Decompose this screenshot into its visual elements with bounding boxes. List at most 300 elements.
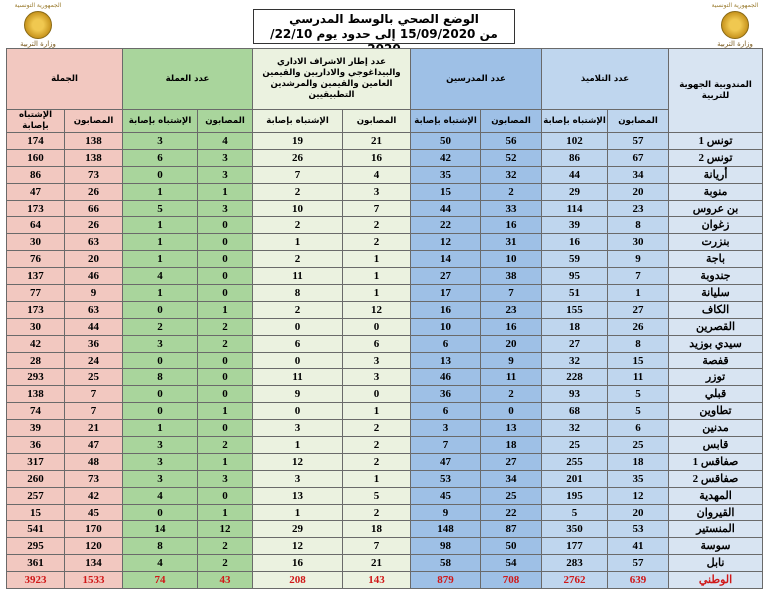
admin-suspected-cell: 9 xyxy=(253,386,343,403)
teachers-infected-cell: 32 xyxy=(481,166,542,183)
students-infected-cell: 8 xyxy=(608,217,669,234)
teachers-suspected-cell: 6 xyxy=(411,403,481,420)
students-infected-cell: 5 xyxy=(608,386,669,403)
students-infected-cell: 23 xyxy=(608,200,669,217)
students-infected-cell: 15 xyxy=(608,352,669,369)
total-infected-cell: 73 xyxy=(65,470,123,487)
admin-infected-cell: 1 xyxy=(343,403,411,420)
total-infected-cell: 45 xyxy=(65,504,123,521)
teachers-infected-cell: 38 xyxy=(481,268,542,285)
students-infected-cell: 30 xyxy=(608,234,669,251)
teachers-suspected-cell: 6 xyxy=(411,335,481,352)
admin-suspected-cell: 1 xyxy=(253,437,343,454)
table-row xyxy=(7,200,763,217)
sub-infected-header: المصابون xyxy=(608,110,669,133)
admin-suspected-cell: 29 xyxy=(253,521,343,538)
total-suspected-cell: 541 xyxy=(7,521,65,538)
workers-infected-cell: 0 xyxy=(198,386,253,403)
emblem-icon xyxy=(721,11,749,39)
admin-suspected-cell: 0 xyxy=(253,352,343,369)
ministry-logo-right xyxy=(705,2,765,52)
students-suspected-cell: 27 xyxy=(542,335,608,352)
table-row xyxy=(7,487,763,504)
workers-suspected-cell: 0 xyxy=(123,403,198,420)
admin-infected-cell: 3 xyxy=(343,352,411,369)
total-suspected-cell: 138 xyxy=(7,386,65,403)
teachers-infected-cell: 23 xyxy=(481,301,542,318)
region-cell: المنستير xyxy=(669,521,763,538)
col-total-header: الجملة xyxy=(7,49,123,110)
table-row xyxy=(7,504,763,521)
workers-suspected-cell: 4 xyxy=(123,555,198,572)
workers-infected-cell: 0 xyxy=(198,234,253,251)
workers-infected-cell: 1 xyxy=(198,453,253,470)
students-infected-cell: 57 xyxy=(608,555,669,572)
students-suspected-cell: 201 xyxy=(542,470,608,487)
teachers-infected-cell: 54 xyxy=(481,555,542,572)
students-suspected-cell: 68 xyxy=(542,403,608,420)
sub-suspected-header: الإشتباه بإصابة xyxy=(542,110,608,133)
teachers-suspected-cell: 10 xyxy=(411,318,481,335)
workers-suspected-cell: 0 xyxy=(123,504,198,521)
total-suspected-cell: 173 xyxy=(7,301,65,318)
region-cell: منوبة xyxy=(669,183,763,200)
teachers-infected-cell: 25 xyxy=(481,487,542,504)
total-suspected-cell: 86 xyxy=(7,166,65,183)
table-row xyxy=(7,183,763,200)
logo-top-text: الجمهورية التونسية xyxy=(14,2,62,9)
teachers-infected-cell: 22 xyxy=(481,504,542,521)
total-infected-cell: 20 xyxy=(65,251,123,268)
workers-suspected-cell: 74 xyxy=(123,572,198,589)
admin-suspected-cell: 7 xyxy=(253,166,343,183)
admin-suspected-cell: 10 xyxy=(253,200,343,217)
teachers-suspected-cell: 15 xyxy=(411,183,481,200)
table-body xyxy=(7,133,763,589)
region-cell: سيدي بوزيد xyxy=(669,335,763,352)
workers-suspected-cell: 8 xyxy=(123,538,198,555)
students-infected-cell: 7 xyxy=(608,268,669,285)
workers-suspected-cell: 4 xyxy=(123,487,198,504)
workers-suspected-cell: 0 xyxy=(123,301,198,318)
teachers-suspected-cell: 13 xyxy=(411,352,481,369)
table-row xyxy=(7,555,763,572)
logo-bottom-text: وزارة التربية xyxy=(20,40,56,48)
table-row xyxy=(7,285,763,302)
col-admin-header: عدد إطار الاشراف الاداري والبيداغوجي والاداريين والقيمين العامين والقيمين والمرشدين التطبيقيين xyxy=(253,49,411,110)
students-suspected-cell: 86 xyxy=(542,149,608,166)
admin-suspected-cell: 8 xyxy=(253,285,343,302)
teachers-infected-cell: 50 xyxy=(481,538,542,555)
workers-suspected-cell: 6 xyxy=(123,149,198,166)
region-cell: تونس 2 xyxy=(669,149,763,166)
emblem-icon xyxy=(24,11,52,39)
students-infected-cell: 53 xyxy=(608,521,669,538)
total-suspected-cell: 77 xyxy=(7,285,65,302)
workers-infected-cell: 0 xyxy=(198,487,253,504)
teachers-suspected-cell: 44 xyxy=(411,200,481,217)
total-infected-cell: 42 xyxy=(65,487,123,504)
region-cell: سوسة xyxy=(669,538,763,555)
table-row xyxy=(7,149,763,166)
workers-infected-cell: 0 xyxy=(198,285,253,302)
total-suspected-cell: 30 xyxy=(7,318,65,335)
ministry-logo-left xyxy=(8,2,68,52)
students-infected-cell: 67 xyxy=(608,149,669,166)
students-suspected-cell: 114 xyxy=(542,200,608,217)
admin-infected-cell: 1 xyxy=(343,285,411,302)
admin-infected-cell: 2 xyxy=(343,504,411,521)
region-cell: قبلي xyxy=(669,386,763,403)
region-cell: أريانة xyxy=(669,166,763,183)
teachers-infected-cell: 2 xyxy=(481,183,542,200)
workers-suspected-cell: 1 xyxy=(123,251,198,268)
teachers-suspected-cell: 17 xyxy=(411,285,481,302)
workers-suspected-cell: 3 xyxy=(123,335,198,352)
teachers-suspected-cell: 35 xyxy=(411,166,481,183)
admin-suspected-cell: 13 xyxy=(253,487,343,504)
admin-suspected-cell: 26 xyxy=(253,149,343,166)
students-infected-cell: 5 xyxy=(608,403,669,420)
teachers-infected-cell: 16 xyxy=(481,217,542,234)
teachers-suspected-cell: 36 xyxy=(411,386,481,403)
students-suspected-cell: 59 xyxy=(542,251,608,268)
teachers-suspected-cell: 58 xyxy=(411,555,481,572)
region-cell: بن عروس xyxy=(669,200,763,217)
workers-infected-cell: 2 xyxy=(198,335,253,352)
total-infected-cell: 24 xyxy=(65,352,123,369)
table-row xyxy=(7,521,763,538)
teachers-infected-cell: 708 xyxy=(481,572,542,589)
total-suspected-cell: 160 xyxy=(7,149,65,166)
region-cell: صفاقس 2 xyxy=(669,470,763,487)
teachers-suspected-cell: 46 xyxy=(411,369,481,386)
total-infected-cell: 66 xyxy=(65,200,123,217)
teachers-suspected-cell: 42 xyxy=(411,149,481,166)
teachers-suspected-cell: 3 xyxy=(411,420,481,437)
total-infected-cell: 134 xyxy=(65,555,123,572)
total-suspected-cell: 260 xyxy=(7,470,65,487)
students-infected-cell: 12 xyxy=(608,487,669,504)
teachers-infected-cell: 52 xyxy=(481,149,542,166)
admin-infected-cell: 2 xyxy=(343,217,411,234)
workers-suspected-cell: 1 xyxy=(123,234,198,251)
region-cell: قابس xyxy=(669,437,763,454)
admin-infected-cell: 2 xyxy=(343,437,411,454)
admin-suspected-cell: 3 xyxy=(253,470,343,487)
region-cell: الكاف xyxy=(669,301,763,318)
students-infected-cell: 639 xyxy=(608,572,669,589)
sub-infected-header: المصابون xyxy=(198,110,253,133)
total-infected-cell: 26 xyxy=(65,217,123,234)
admin-suspected-cell: 11 xyxy=(253,369,343,386)
region-cell: الوطني xyxy=(669,572,763,589)
teachers-suspected-cell: 148 xyxy=(411,521,481,538)
teachers-suspected-cell: 45 xyxy=(411,487,481,504)
teachers-infected-cell: 13 xyxy=(481,420,542,437)
col-teachers-header: عدد المدرسين xyxy=(411,49,542,110)
workers-suspected-cell: 3 xyxy=(123,133,198,150)
workers-infected-cell: 43 xyxy=(198,572,253,589)
admin-infected-cell: 2 xyxy=(343,453,411,470)
table-row xyxy=(7,386,763,403)
sub-suspected-header: الإشتباه بإصابة xyxy=(7,110,65,133)
students-infected-cell: 20 xyxy=(608,183,669,200)
total-infected-cell: 21 xyxy=(65,420,123,437)
teachers-suspected-cell: 9 xyxy=(411,504,481,521)
admin-infected-cell: 21 xyxy=(343,133,411,150)
workers-infected-cell: 0 xyxy=(198,217,253,234)
table-row xyxy=(7,217,763,234)
teachers-infected-cell: 2 xyxy=(481,386,542,403)
teachers-suspected-cell: 12 xyxy=(411,234,481,251)
workers-suspected-cell: 1 xyxy=(123,183,198,200)
students-suspected-cell: 155 xyxy=(542,301,608,318)
report-date-range: من 15/09/2020 إلى حدود يوم 22/10/ xyxy=(270,27,498,41)
teachers-suspected-cell: 14 xyxy=(411,251,481,268)
workers-suspected-cell: 5 xyxy=(123,200,198,217)
students-infected-cell: 35 xyxy=(608,470,669,487)
workers-suspected-cell: 0 xyxy=(123,166,198,183)
total-infected-cell: 7 xyxy=(65,386,123,403)
students-suspected-cell: 93 xyxy=(542,386,608,403)
admin-suspected-cell: 0 xyxy=(253,318,343,335)
admin-suspected-cell: 11 xyxy=(253,268,343,285)
workers-infected-cell: 4 xyxy=(198,133,253,150)
table-row xyxy=(7,301,763,318)
health-status-table xyxy=(6,48,763,589)
teachers-infected-cell: 10 xyxy=(481,251,542,268)
region-cell: نابل xyxy=(669,555,763,572)
region-cell: باجة xyxy=(669,251,763,268)
admin-infected-cell: 143 xyxy=(343,572,411,589)
total-suspected-cell: 137 xyxy=(7,268,65,285)
students-suspected-cell: 39 xyxy=(542,217,608,234)
total-infected-cell: 44 xyxy=(65,318,123,335)
table-row xyxy=(7,453,763,470)
admin-suspected-cell: 1 xyxy=(253,504,343,521)
admin-suspected-cell: 3 xyxy=(253,420,343,437)
students-suspected-cell: 5 xyxy=(542,504,608,521)
teachers-infected-cell: 9 xyxy=(481,352,542,369)
col-students-header: عدد التلاميذ xyxy=(542,49,669,110)
workers-infected-cell: 2 xyxy=(198,437,253,454)
admin-infected-cell: 18 xyxy=(343,521,411,538)
total-infected-cell: 36 xyxy=(65,335,123,352)
teachers-infected-cell: 20 xyxy=(481,335,542,352)
teachers-infected-cell: 16 xyxy=(481,318,542,335)
admin-suspected-cell: 0 xyxy=(253,403,343,420)
sub-infected-header: المصابون xyxy=(343,110,411,133)
sub-suspected-header: الإشتباه بإصابة xyxy=(411,110,481,133)
total-suspected-cell: 317 xyxy=(7,453,65,470)
region-cell: تطاوين xyxy=(669,403,763,420)
students-suspected-cell: 44 xyxy=(542,166,608,183)
teachers-suspected-cell: 22 xyxy=(411,217,481,234)
students-infected-cell: 11 xyxy=(608,369,669,386)
region-cell: مدنين xyxy=(669,420,763,437)
total-suspected-cell: 28 xyxy=(7,352,65,369)
logo-bottom-text: وزارة التربية xyxy=(717,40,753,48)
region-cell: قفصة xyxy=(669,352,763,369)
students-suspected-cell: 18 xyxy=(542,318,608,335)
report-title: الوضع الصحي بالوسط المدرسي xyxy=(289,12,479,26)
workers-infected-cell: 2 xyxy=(198,538,253,555)
teachers-infected-cell: 18 xyxy=(481,437,542,454)
region-cell: تونس 1 xyxy=(669,133,763,150)
workers-suspected-cell: 4 xyxy=(123,268,198,285)
admin-infected-cell: 4 xyxy=(343,166,411,183)
admin-infected-cell: 3 xyxy=(343,183,411,200)
teachers-infected-cell: 31 xyxy=(481,234,542,251)
admin-suspected-cell: 2 xyxy=(253,251,343,268)
students-infected-cell: 8 xyxy=(608,335,669,352)
table-row xyxy=(7,251,763,268)
admin-suspected-cell: 16 xyxy=(253,555,343,572)
teachers-suspected-cell: 47 xyxy=(411,453,481,470)
workers-suspected-cell: 0 xyxy=(123,386,198,403)
table-row xyxy=(7,470,763,487)
workers-suspected-cell: 1 xyxy=(123,420,198,437)
col-region-header: المندوبية الجهوية للتربية xyxy=(669,49,763,133)
workers-infected-cell: 0 xyxy=(198,268,253,285)
region-cell: جندوبة xyxy=(669,268,763,285)
total-suspected-cell: 295 xyxy=(7,538,65,555)
total-infected-cell: 73 xyxy=(65,166,123,183)
total-suspected-cell: 361 xyxy=(7,555,65,572)
admin-infected-cell: 7 xyxy=(343,538,411,555)
admin-suspected-cell: 12 xyxy=(253,453,343,470)
table-row xyxy=(7,403,763,420)
students-infected-cell: 18 xyxy=(608,453,669,470)
admin-infected-cell: 21 xyxy=(343,555,411,572)
students-suspected-cell: 51 xyxy=(542,285,608,302)
total-infected-cell: 9 xyxy=(65,285,123,302)
workers-suspected-cell: 14 xyxy=(123,521,198,538)
teachers-infected-cell: 27 xyxy=(481,453,542,470)
total-suspected-cell: 15 xyxy=(7,504,65,521)
region-cell: سليانة xyxy=(669,285,763,302)
workers-infected-cell: 0 xyxy=(198,369,253,386)
report-title-box xyxy=(253,9,515,44)
admin-suspected-cell: 2 xyxy=(253,301,343,318)
region-cell: بنزرت xyxy=(669,234,763,251)
students-suspected-cell: 102 xyxy=(542,133,608,150)
admin-infected-cell: 6 xyxy=(343,335,411,352)
total-suspected-cell: 257 xyxy=(7,487,65,504)
students-suspected-cell: 32 xyxy=(542,352,608,369)
total-infected-cell: 63 xyxy=(65,301,123,318)
teachers-infected-cell: 34 xyxy=(481,470,542,487)
teachers-infected-cell: 7 xyxy=(481,285,542,302)
workers-infected-cell: 3 xyxy=(198,149,253,166)
teachers-infected-cell: 0 xyxy=(481,403,542,420)
total-infected-cell: 47 xyxy=(65,437,123,454)
students-infected-cell: 9 xyxy=(608,251,669,268)
region-cell: توزر xyxy=(669,369,763,386)
admin-suspected-cell: 19 xyxy=(253,133,343,150)
national-total-row xyxy=(7,572,763,589)
workers-suspected-cell: 8 xyxy=(123,369,198,386)
students-infected-cell: 57 xyxy=(608,133,669,150)
total-infected-cell: 46 xyxy=(65,268,123,285)
admin-suspected-cell: 2 xyxy=(253,217,343,234)
students-suspected-cell: 2762 xyxy=(542,572,608,589)
workers-suspected-cell: 1 xyxy=(123,285,198,302)
total-infected-cell: 63 xyxy=(65,234,123,251)
workers-infected-cell: 1 xyxy=(198,183,253,200)
workers-infected-cell: 3 xyxy=(198,166,253,183)
students-infected-cell: 25 xyxy=(608,437,669,454)
sub-suspected-header: الإشتباه بإصابة xyxy=(123,110,198,133)
region-cell: القيروان xyxy=(669,504,763,521)
admin-infected-cell: 1 xyxy=(343,251,411,268)
total-infected-cell: 26 xyxy=(65,183,123,200)
workers-infected-cell: 3 xyxy=(198,200,253,217)
admin-infected-cell: 1 xyxy=(343,268,411,285)
admin-infected-cell: 2 xyxy=(343,234,411,251)
total-infected-cell: 170 xyxy=(65,521,123,538)
students-suspected-cell: 195 xyxy=(542,487,608,504)
workers-infected-cell: 0 xyxy=(198,352,253,369)
admin-infected-cell: 7 xyxy=(343,200,411,217)
teachers-suspected-cell: 879 xyxy=(411,572,481,589)
students-suspected-cell: 29 xyxy=(542,183,608,200)
workers-suspected-cell: 3 xyxy=(123,470,198,487)
admin-infected-cell: 2 xyxy=(343,420,411,437)
admin-suspected-cell: 12 xyxy=(253,538,343,555)
teachers-infected-cell: 33 xyxy=(481,200,542,217)
students-suspected-cell: 25 xyxy=(542,437,608,454)
admin-infected-cell: 0 xyxy=(343,318,411,335)
admin-infected-cell: 5 xyxy=(343,487,411,504)
table-row xyxy=(7,352,763,369)
total-infected-cell: 1533 xyxy=(65,572,123,589)
region-cell: صفاقس 1 xyxy=(669,453,763,470)
total-suspected-cell: 3923 xyxy=(7,572,65,589)
total-infected-cell: 120 xyxy=(65,538,123,555)
teachers-suspected-cell: 50 xyxy=(411,133,481,150)
workers-suspected-cell: 0 xyxy=(123,352,198,369)
total-suspected-cell: 76 xyxy=(7,251,65,268)
total-suspected-cell: 42 xyxy=(7,335,65,352)
workers-suspected-cell: 1 xyxy=(123,217,198,234)
table-row xyxy=(7,538,763,555)
total-infected-cell: 48 xyxy=(65,453,123,470)
total-suspected-cell: 293 xyxy=(7,369,65,386)
students-infected-cell: 27 xyxy=(608,301,669,318)
students-suspected-cell: 16 xyxy=(542,234,608,251)
table-row xyxy=(7,268,763,285)
region-cell: القصرين xyxy=(669,318,763,335)
students-suspected-cell: 350 xyxy=(542,521,608,538)
sub-suspected-header: الإشتباه بإصابة xyxy=(253,110,343,133)
total-infected-cell: 138 xyxy=(65,133,123,150)
total-infected-cell: 7 xyxy=(65,403,123,420)
total-infected-cell: 138 xyxy=(65,149,123,166)
admin-suspected-cell: 2 xyxy=(253,183,343,200)
table-row xyxy=(7,166,763,183)
table-row xyxy=(7,335,763,352)
students-suspected-cell: 228 xyxy=(542,369,608,386)
admin-suspected-cell: 208 xyxy=(253,572,343,589)
workers-suspected-cell: 3 xyxy=(123,437,198,454)
students-suspected-cell: 95 xyxy=(542,268,608,285)
workers-infected-cell: 0 xyxy=(198,420,253,437)
logo-top-text: الجمهورية التونسية xyxy=(711,2,759,9)
table-row xyxy=(7,369,763,386)
admin-suspected-cell: 6 xyxy=(253,335,343,352)
